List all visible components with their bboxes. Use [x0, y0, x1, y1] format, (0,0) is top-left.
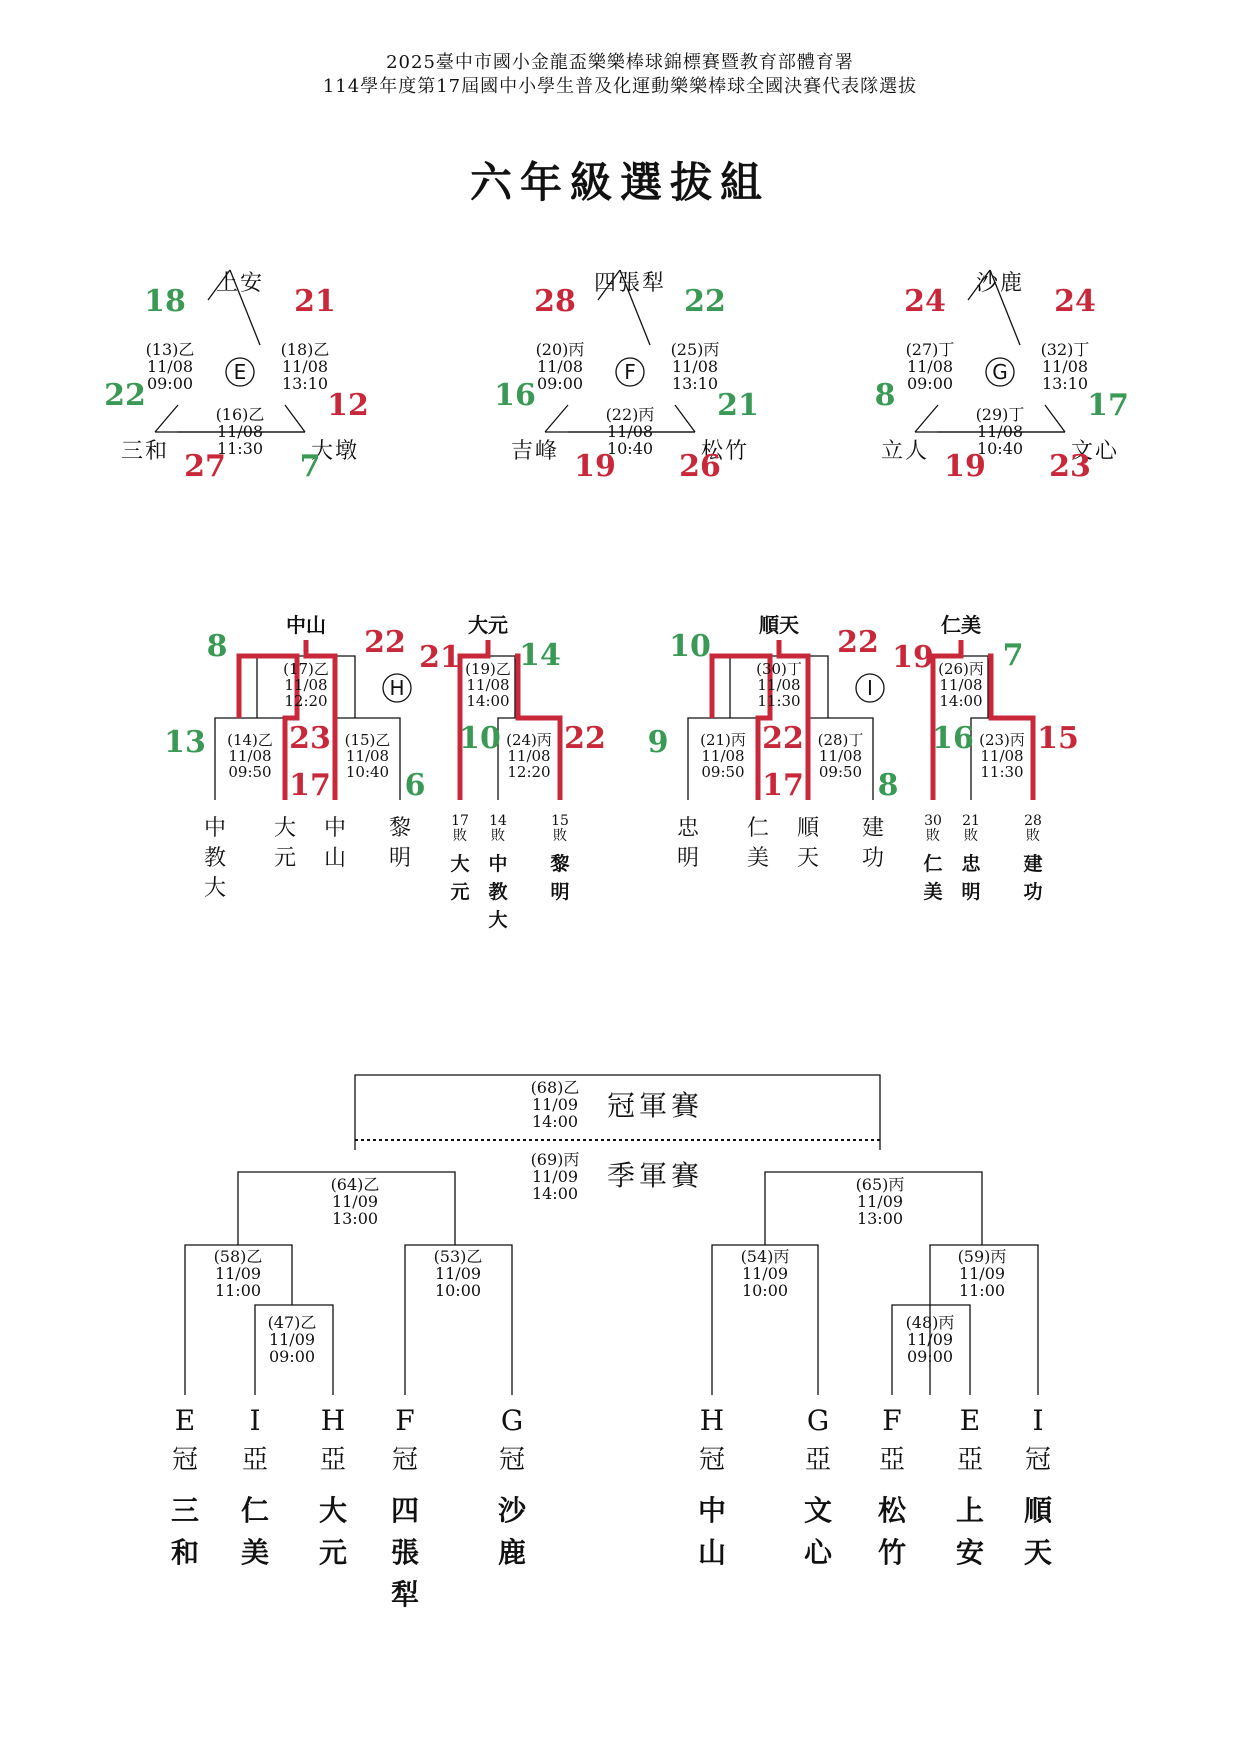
group-i-score-semi1-r: 22: [762, 721, 804, 756]
group-i-lb2-time: 11:30: [980, 763, 1024, 781]
group-i-score-lb1-l: 19: [892, 640, 934, 675]
pool-g-score-ml: 8: [874, 378, 896, 413]
group-h-score-final-l: 8: [206, 629, 228, 664]
group-i-final-time: 11:30: [757, 692, 801, 710]
group-h-team-3: 山: [323, 846, 347, 871]
seed-team-3: 大: [318, 1494, 348, 1527]
pool-f-score-br: 26: [679, 449, 721, 484]
seed-group-3: H: [320, 1404, 346, 1437]
pool-f-score-tl: 28: [534, 284, 576, 319]
group-h-semi1-time: 09:50: [228, 763, 272, 781]
pool-f-team-right: 松竹: [700, 439, 750, 464]
group-i-lb-team-3: 功: [1023, 881, 1043, 903]
pool-f-game-bottom-no: (22)丙: [605, 405, 655, 424]
seed-team-6: 中: [697, 1494, 727, 1527]
seed-group-6: H: [699, 1404, 725, 1437]
g64-game-time: 13:00: [331, 1209, 379, 1228]
pool-f-score-tr: 22: [684, 284, 726, 319]
third-label: 季軍賽: [606, 1159, 704, 1192]
seed-group-7: G: [806, 1404, 830, 1437]
pool-f-game-right-time: 13:10: [671, 374, 719, 393]
group-h-lb-team-2: 大: [488, 909, 508, 931]
group-i-score-lb2-r: 15: [1037, 721, 1079, 756]
seed-team-9: 安: [955, 1536, 985, 1569]
group-i-score-lb2-l: 16: [932, 721, 974, 756]
group-h-lb-team-3: 黎: [550, 853, 570, 875]
seed-rank-2: 亞: [241, 1445, 269, 1475]
group-h-semi2-date: 11/08: [345, 747, 390, 765]
pool-g-edge-bl: [915, 405, 938, 432]
g65-game-no: (65)丙: [855, 1175, 905, 1194]
g58-game-no: (58)乙: [213, 1247, 263, 1266]
seed-rank-6: 冠: [698, 1445, 726, 1475]
group-i-score-semi2-r: 8: [877, 768, 899, 803]
pool-g-score-tr: 24: [1054, 284, 1096, 319]
seed-team-3: 元: [318, 1536, 348, 1569]
seed-rank-9: 亞: [956, 1445, 984, 1475]
group-h-lb1-no: (19)乙: [465, 660, 511, 678]
group-i-semi2-date: 11/08: [818, 747, 863, 765]
group-i-final-no: (30)丁: [756, 660, 802, 678]
pool-e-score-bl: 27: [184, 449, 226, 484]
pool-f-score-bl: 19: [574, 449, 616, 484]
group-h-final-date: 11/08: [284, 676, 328, 694]
group-i-lb-tag-2: 敗: [964, 828, 978, 844]
pool-e-team-top: 上安: [215, 271, 265, 296]
pool-e-game-left-time: 09:00: [146, 374, 194, 393]
group-h-lb-tag-2: 敗: [491, 828, 505, 844]
seed-rank-5: 冠: [498, 1445, 526, 1475]
group-i-semi1-date: 11/08: [701, 747, 745, 765]
seed-rank-3: 亞: [319, 1445, 347, 1475]
group-i-team-1: 明: [676, 846, 700, 871]
pool-g-game-right-time: 13:10: [1041, 374, 1089, 393]
group-i-semi2-no: (28)丁: [817, 731, 864, 749]
seed-team-7: 心: [803, 1536, 833, 1569]
group-h-team-2: 大: [273, 816, 297, 841]
seed-team-5: 鹿: [497, 1536, 527, 1569]
group-h-team-1: 大: [203, 876, 227, 901]
pool-e-game-right-date: 11/08: [281, 357, 329, 376]
g53-game-time: 10:00: [434, 1281, 482, 1300]
group-i-score-semi1-l: 9: [647, 725, 669, 760]
pool-f-team-top: 四張犁: [593, 271, 667, 296]
g54-game-date: 11/09: [741, 1264, 789, 1283]
group-i-final-date: 11/08: [757, 676, 801, 694]
pool-f-edge-br: [675, 405, 695, 432]
group-i-team-3: 天: [796, 846, 820, 871]
group-h-lb-team-1: 大: [450, 853, 470, 875]
pool-g-game-bottom-time: 10:40: [976, 439, 1024, 458]
group-h-score-final-r: 22: [364, 625, 406, 660]
pool-g-group-letter: G: [992, 360, 1008, 384]
group-i-lb2-date: 11/08: [980, 747, 1024, 765]
g59-game-date: 11/09: [958, 1264, 1006, 1283]
pool-g-team-right: 文心: [1070, 439, 1120, 464]
group-i-lb-no-1: 30: [924, 813, 942, 829]
group-h-final-no: (17)乙: [283, 660, 329, 678]
group-i-semi1-time: 09:50: [701, 763, 745, 781]
pool-g-edge-br: [1045, 405, 1065, 432]
pool-e-team-left: 三和: [120, 439, 170, 464]
pool-e-game-right-no: (18)乙: [280, 340, 330, 359]
group-h-lb-no-2: 14: [489, 813, 507, 829]
seed-rank-1: 冠: [171, 1445, 199, 1475]
group-h-lb-team-3: 明: [550, 881, 570, 903]
pool-f-score-mr: 21: [717, 388, 759, 423]
group-i-semi1-no: (21)丙: [700, 731, 746, 749]
g53-game-no: (53)乙: [433, 1247, 483, 1266]
pool-f-edge-bl: [545, 405, 568, 432]
seed-rank-10: 冠: [1024, 1445, 1052, 1475]
pool-g-game-bottom-date: 11/08: [976, 422, 1024, 441]
seed-team-6: 山: [697, 1536, 727, 1569]
pool-f-game-left-date: 11/08: [536, 357, 584, 376]
pool-f-game-right-no: (25)丙: [670, 340, 720, 359]
seed-group-5: G: [500, 1404, 524, 1437]
group-h-lb-tag-3: 敗: [553, 828, 567, 844]
pool-g-game-left-date: 11/08: [906, 357, 954, 376]
group-h-lb-no-1: 17: [451, 813, 469, 829]
group-i-team-3: 順: [796, 816, 820, 841]
group-h-score-lb2-l: 10: [459, 721, 501, 756]
seed-team-1: 三: [170, 1494, 200, 1527]
group-i-winner-lb: 仁美: [941, 613, 981, 637]
g64-game-no: (64)乙: [330, 1175, 380, 1194]
seed-team-8: 竹: [877, 1536, 907, 1569]
seed-group-8: F: [882, 1404, 902, 1437]
group-h-lb-team-2: 教: [488, 881, 508, 903]
group-i-score-lb1-r: 7: [1002, 638, 1024, 673]
pool-g-game-bottom-no: (29)丁: [975, 405, 1025, 424]
group-i-semi2-time: 09:50: [818, 763, 863, 781]
seed-group-9: E: [959, 1404, 981, 1437]
group-h-group-letter: H: [389, 676, 405, 700]
group-h-score-semi2-r: 6: [404, 768, 426, 803]
g48-game-time: 09:00: [906, 1347, 954, 1366]
group-h-team-2: 元: [273, 846, 297, 871]
seed-rank-4: 冠: [391, 1445, 419, 1475]
pool-g-game-left-time: 09:00: [906, 374, 954, 393]
pool-g-score-mr: 17: [1087, 388, 1129, 423]
group-i-group-letter: I: [867, 676, 873, 700]
pool-e-game-right-time: 13:10: [281, 374, 329, 393]
g65-game-date: 11/09: [856, 1192, 904, 1211]
group-h-lb2-time: 12:20: [507, 763, 551, 781]
seed-rank-8: 亞: [878, 1445, 906, 1475]
group-h-team-1: 教: [203, 846, 227, 871]
group-h-team-4: 黎: [388, 816, 412, 841]
group-i-team-4: 建: [861, 816, 885, 841]
g48-game-date: 11/09: [906, 1330, 954, 1349]
pool-g-score-bl: 19: [944, 449, 986, 484]
seed-group-10: I: [1032, 1404, 1044, 1437]
group-i-score-final-r: 22: [837, 625, 879, 660]
pool-e-game-left-date: 11/08: [146, 357, 194, 376]
group-h-lb-team-2: 中: [488, 853, 508, 875]
group-h-lb-tag-1: 敗: [453, 828, 467, 844]
seed-team-4: 張: [390, 1536, 420, 1569]
header-line-1: 2025臺中市國小金龍盃樂樂棒球錦標賽暨教育部體育署: [386, 52, 854, 73]
group-h-lb-team-1: 元: [450, 881, 470, 903]
group-i-team-2: 美: [746, 846, 770, 871]
champ-game-no: (68)乙: [530, 1078, 580, 1097]
seed-team-5: 沙: [497, 1494, 527, 1527]
group-h-team-1: 中: [203, 816, 227, 841]
group-h-score-lb2-r: 22: [564, 721, 606, 756]
g58-game-time: 11:00: [214, 1281, 262, 1300]
seed-group-2: I: [249, 1404, 261, 1437]
group-h-score-semi2-l: 17: [289, 768, 331, 803]
group-h-final-time: 12:20: [284, 692, 328, 710]
seed-team-2: 仁: [240, 1494, 270, 1527]
g54-game-no: (54)丙: [740, 1247, 790, 1266]
g59-game-time: 11:00: [958, 1281, 1006, 1300]
g53-game-date: 11/09: [434, 1264, 482, 1283]
seed-team-2: 美: [240, 1536, 270, 1569]
seed-team-10: 順: [1023, 1494, 1053, 1527]
group-i-winner-main: 順天: [759, 613, 799, 637]
seed-team-7: 文: [803, 1494, 833, 1527]
group-h-winner-lb: 大元: [468, 613, 508, 637]
g47-game-date: 11/09: [268, 1330, 316, 1349]
g64-game-date: 11/09: [331, 1192, 379, 1211]
group-h-semi1-date: 11/08: [228, 747, 272, 765]
champ-game-time: 14:00: [531, 1112, 579, 1131]
seed-team-10: 天: [1023, 1536, 1053, 1569]
group-i-lb-team-1: 仁: [923, 853, 943, 875]
pool-g-score-tl: 24: [904, 284, 946, 319]
pool-e-group-letter: E: [233, 360, 247, 384]
group-h-score-semi1-r: 23: [289, 721, 331, 756]
seed-rank-7: 亞: [804, 1445, 832, 1475]
seed-team-1: 和: [170, 1536, 200, 1569]
group-i-lb-team-3: 建: [1023, 853, 1043, 875]
pool-f-game-left-time: 09:00: [536, 374, 584, 393]
pool-e-game-bottom-no: (16)乙: [215, 405, 265, 424]
group-h-semi1-no: (14)乙: [227, 731, 273, 749]
pool-e-game-left-no: (13)乙: [145, 340, 195, 359]
g54-game-time: 10:00: [741, 1281, 789, 1300]
group-h-team-3: 中: [323, 816, 347, 841]
group-h-lb2-no: (24)丙: [506, 731, 552, 749]
pool-e-game-bottom-date: 11/08: [216, 422, 264, 441]
pool-g-score-br: 23: [1049, 449, 1091, 484]
pool-e-score-mr: 12: [327, 388, 369, 423]
seed-group-4: F: [395, 1404, 415, 1437]
group-i-lb-team-2: 明: [961, 881, 981, 903]
pool-e-score-tl: 18: [144, 284, 186, 319]
group-i-team-2: 仁: [746, 816, 770, 841]
group-h-lb1-time: 14:00: [466, 692, 510, 710]
g65-game-time: 13:00: [856, 1209, 904, 1228]
pool-f-game-right-date: 11/08: [671, 357, 719, 376]
champ-game-date: 11/09: [531, 1095, 579, 1114]
pool-f-game-bottom-date: 11/08: [606, 422, 654, 441]
seed-team-4: 犁: [390, 1578, 420, 1611]
seed-group-1: E: [174, 1404, 196, 1437]
pool-e-edge-bl: [155, 405, 178, 432]
group-h-score-semi1-l: 13: [164, 725, 206, 760]
group-i-lb-tag-1: 敗: [926, 828, 940, 844]
group-i-team-4: 功: [861, 846, 885, 871]
group-i-lb1-date: 11/08: [939, 676, 983, 694]
group-i-lb-no-2: 21: [962, 813, 980, 829]
pool-g-game-right-date: 11/08: [1041, 357, 1089, 376]
group-h-team-4: 明: [388, 846, 412, 871]
header-line-2: 114學年度第17屆國中小學生普及化運動樂樂棒球全國決賽代表隊選拔: [322, 76, 918, 97]
pool-e-score-ml: 22: [104, 378, 146, 413]
pool-f-group-letter: F: [624, 360, 636, 384]
g59-game-no: (59)丙: [957, 1247, 1007, 1266]
group-i-lb1-no: (26)丙: [938, 660, 984, 678]
group-h-lb1-date: 11/08: [466, 676, 510, 694]
g47-game-no: (47)乙: [267, 1313, 317, 1332]
g58-game-date: 11/09: [214, 1264, 262, 1283]
group-h-winner-main: 中山: [286, 613, 326, 637]
seed-team-8: 松: [877, 1494, 907, 1527]
pool-g-game-right-no: (32)丁: [1040, 340, 1090, 359]
group-i-lb-team-2: 忠: [961, 853, 981, 875]
champ-label: 冠軍賽: [606, 1089, 704, 1122]
group-h-score-lb1-l: 21: [419, 640, 461, 675]
third-game-no: (69)丙: [530, 1150, 580, 1169]
page-title: 六年級選拔組: [469, 158, 770, 207]
group-i-lb2-no: (23)丙: [979, 731, 1025, 749]
group-i-score-final-l: 10: [669, 629, 711, 664]
group-i-lb-no-3: 28: [1024, 813, 1042, 829]
group-h-score-lb1-r: 14: [519, 638, 561, 673]
group-h-lb-no-3: 15: [551, 813, 569, 829]
group-h-lb2-date: 11/08: [507, 747, 551, 765]
pool-g-game-left-no: (27)丁: [905, 340, 955, 359]
pool-g-team-top: 沙鹿: [975, 271, 1025, 296]
pool-e-edge-br: [285, 405, 305, 432]
seed-team-9: 上: [955, 1494, 985, 1527]
pool-f-game-bottom-time: 10:40: [606, 439, 654, 458]
pool-f-team-left: 吉峰: [510, 439, 560, 464]
group-i-lb-tag-3: 敗: [1026, 828, 1040, 844]
pool-f-score-ml: 16: [494, 378, 536, 413]
group-i-team-1: 忠: [676, 816, 700, 841]
pool-e-score-tr: 21: [294, 284, 336, 319]
pool-e-game-bottom-time: 11:30: [216, 439, 264, 458]
pool-f-game-left-no: (20)丙: [535, 340, 585, 359]
group-i-lb1-time: 14:00: [939, 692, 983, 710]
pool-g-team-left: 立人: [880, 439, 930, 464]
seed-team-4: 四: [390, 1494, 420, 1527]
pool-e-team-right: 大墩: [310, 439, 360, 464]
group-i-score-semi2-l: 17: [762, 768, 804, 803]
group-h-semi2-no: (15)乙: [344, 731, 391, 749]
group-h-semi2-time: 10:40: [345, 763, 390, 781]
g47-game-time: 09:00: [268, 1347, 316, 1366]
third-game-time: 14:00: [531, 1184, 579, 1203]
third-game-date: 11/09: [531, 1167, 579, 1186]
g48-game-no: (48)丙: [905, 1313, 955, 1332]
pool-e-score-br: 7: [299, 449, 321, 484]
group-i-lb-team-1: 美: [923, 881, 943, 903]
